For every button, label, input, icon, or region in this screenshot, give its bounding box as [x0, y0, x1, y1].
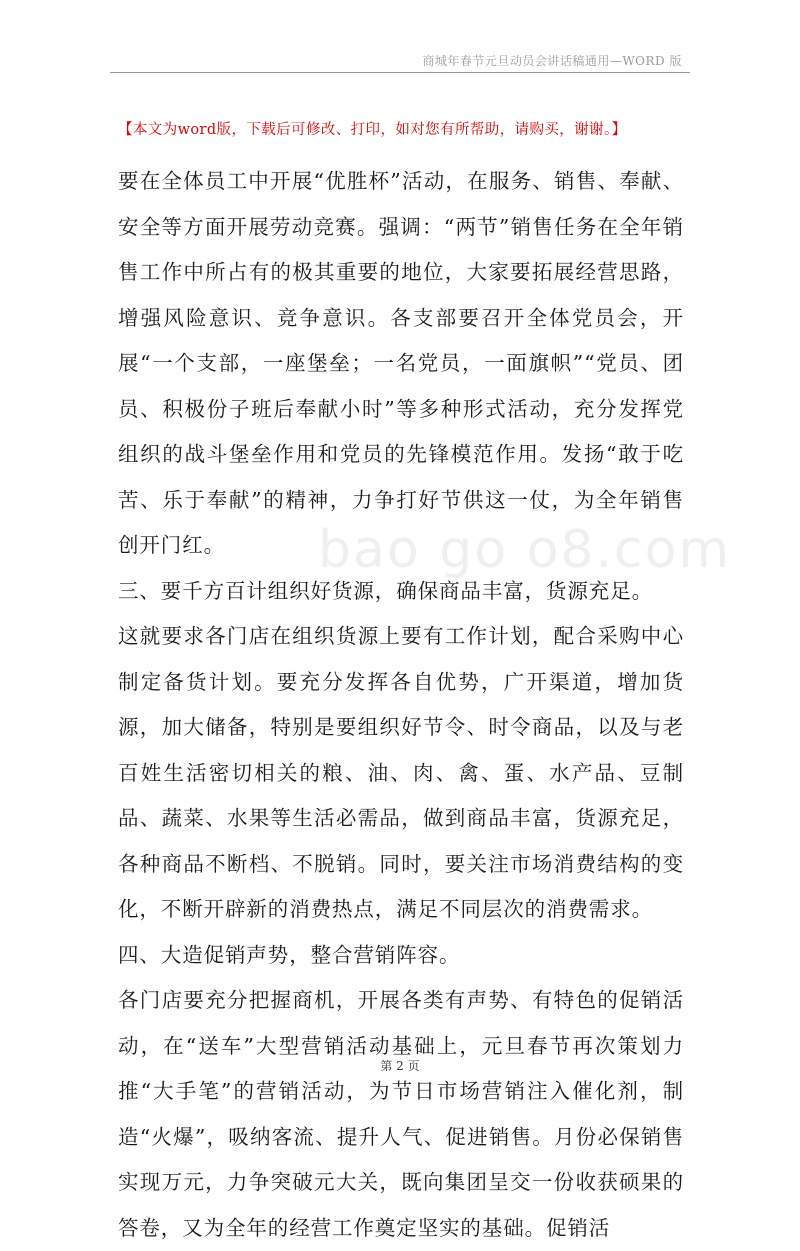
- page-number: 第 2 页: [380, 1059, 420, 1073]
- paragraph: 这就要求各门店在组织货源上要有工作计划，配合采购中心制定备货计划。要充分发挥各自优势，广开渠道，增加货源，加大储备，特别是要组织好节令、时令商品，以及与老百姓生活密切相关的粮、油、肉、禽、蛋、水产品、豆制品、蔬菜、水果等生活必需品，做到商品丰富，货源充足，各种商品不断档、不脱销。同时，要关注市场消费结构的变化，不断开辟新的消费热点，满足不同层次的消费需求。: [118, 624, 684, 921]
- section-heading: 三、要千方百计组织好货源，确保商品丰富，货源充足。: [118, 578, 653, 603]
- paragraph: 要在全体员工中开展“优胜杯”活动，在服务、销售、奉献、安全等方面开展劳动竞赛。强调：“两节”销售任务在全年销售工作中所占有的极其重要的地位，大家要拓展经营思路，增强风险意识、竞争意识。各支部要召开全体党员会，开展“一个支部，一座堡垒；一名党员，一面旗帜”“党员、团员、积极份子班后奉献小时”等多种形式活动，充分发挥党组织的战斗堡垒作用和党员的先锋模范作用。发扬“敢于吃苦、乐于奉献”的精神，力争打好节供这一仗，为全年销售创开门红。: [118, 169, 684, 557]
- download-notice: 【本文为word版，下载后可修改、打印，如对您有所帮助，请购买，谢谢。】: [118, 122, 627, 138]
- watermark: bao go o8.com: [318, 520, 732, 580]
- header-divider: [110, 72, 690, 73]
- section-heading: 四、大造促销声势，整合营销阵容。: [118, 942, 461, 967]
- header-title: 商城年春节元旦动员会讲话稿通用—WORD 版: [422, 54, 682, 68]
- paragraph: 各门店要充分把握商机，开展各类有声势、有特色的促销活动，在“送车”大型营销活动基础上，元旦春节再次策划力推“大手笔”的营销活动，为节日市场营销注入催化剂，制造“火爆”，吸纳客流、提升人气、促进销售。月份必保销售实现万元，力争突破元大关，既向集团呈交一份收获硕果的答卷，又为全年的经营工作奠定坚实的基础。促销活: [118, 988, 684, 1240]
- body-text: [118, 159, 684, 1251]
